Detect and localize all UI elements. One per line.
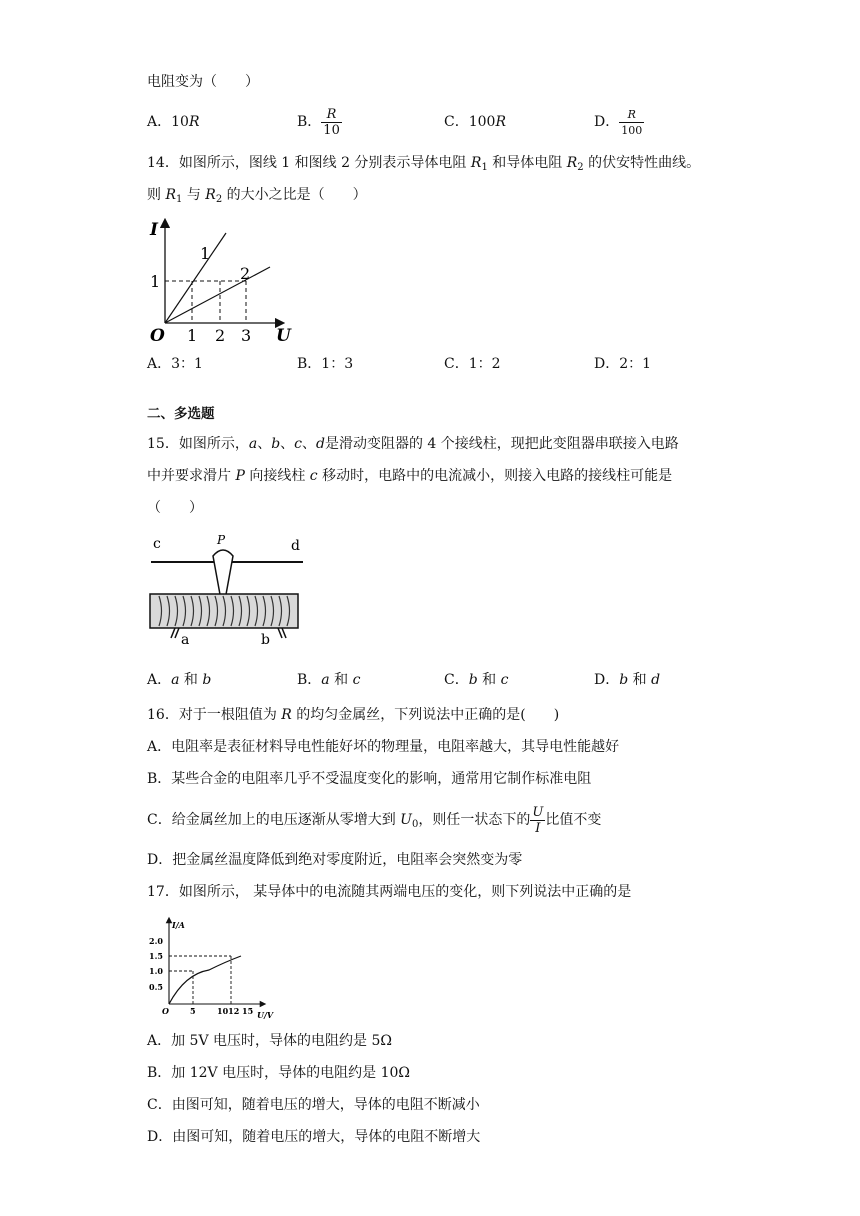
svg-text:5: 5 [190, 1006, 196, 1016]
q14-x-axis-label: U [276, 326, 291, 345]
q15-option-a: A．a 和 b [147, 672, 212, 688]
q15-stem-line2: 中并要求滑片 P 向接线柱 c 移动时，电路中的电流减小，则接入电路的接线柱可能是 [147, 468, 673, 484]
q15-stem-line3: （ ） [147, 500, 203, 516]
q14-origin-label: O [150, 326, 165, 345]
svg-text:1.0: 1.0 [149, 966, 163, 976]
q17-option-a: A．加 5V 电压时，导体的电阻约是 5Ω [147, 1033, 392, 1049]
q15-option-b: B．a 和 c [297, 672, 361, 688]
q16-option-c: C．给金属丝加上的电压逐渐从零增大到 $U_0$，则任一状态下的 $\frac{U}{I}$ 比值不变 [147, 804, 602, 836]
q14-stem-line2: 则 $R_1$ 与 $R_2$ 的大小之比是（ ） [147, 187, 367, 205]
q14-x-tick-2: 2 [215, 326, 226, 345]
svg-text:U/V: U/V [257, 1010, 274, 1020]
q13-option-c: C．100R [444, 114, 506, 130]
svg-text:2.0: 2.0 [149, 936, 163, 946]
svg-text:1.5: 1.5 [149, 951, 163, 961]
q14-y-tick: 1 [150, 272, 161, 291]
q14-option-a: A．3：1 [147, 356, 203, 372]
q13-stem-tail: 电阻变为（ ） [147, 74, 259, 90]
svg-text:a: a [181, 632, 190, 648]
q15-option-d: D．b 和 d [594, 672, 661, 688]
section-heading: 二、多选题 [147, 406, 215, 422]
q14-option-c: C．1：2 [444, 356, 501, 372]
svg-text:0.5: 0.5 [149, 982, 163, 992]
q14-option-b: B．1：3 [297, 356, 354, 372]
q14-x-tick-1: 1 [187, 326, 198, 345]
q17-stem: 17．如图所示， 某导体中的电流随其两端电压的变化，则下列说法中正确的是 [147, 884, 632, 900]
svg-text:b: b [261, 632, 270, 648]
q14-line-1-label: 1 [200, 244, 211, 263]
q17-iu-graph [145, 914, 280, 1020]
q16-option-d: D．把金属丝温度降低到绝对零度附近，电阻率会突然变为零 [147, 852, 523, 868]
svg-text:15: 15 [242, 1006, 254, 1016]
q16-stem: 16．对于一根阻值为 R 的均匀金属丝，下列说法中正确的是( ) [147, 707, 560, 723]
q15-stem-line1: 15．如图所示，a、b、c、d是滑动变阻器的 4 个接线柱，现把此变阻器串联接入电路 [147, 436, 679, 452]
q15-option-c: C．b 和 c [444, 672, 509, 688]
q14-stem-line1: 14．如图所示，图线 1 和图线 2 分别表示导体电阻 $R_1$ 和导体电阻 $R_2$ 的伏安特性曲线。 [147, 155, 701, 173]
svg-text:I/A: I/A [172, 920, 185, 930]
svg-text:O: O [162, 1006, 169, 1016]
q17-option-c: C．由图可知，随着电压的增大，导体的电阻不断减小 [147, 1097, 480, 1113]
q14-y-axis-label: I [150, 220, 158, 240]
q14-line-2-label: 2 [240, 264, 251, 283]
svg-text:c: c [153, 536, 161, 552]
q14-line-1 [165, 233, 226, 323]
q15-slider-p [213, 550, 233, 600]
q16-option-a: A．电阻率是表征材料导电性能好坏的物理量，电阻率越大，其导电性能越好 [147, 739, 620, 755]
q16-option-b: B．某些合金的电阻率几乎不受温度变化的影响，通常用它制作标准电阻 [147, 771, 592, 787]
q17-option-d: D．由图可知，随着电压的增大，导体的电阻不断增大 [147, 1129, 481, 1145]
q13-option-b: B． $\frac{R}{10}$ [297, 106, 340, 138]
q13-option-a: A．10R [147, 114, 200, 130]
q15-rheostat-figure [145, 528, 315, 648]
q14-option-d: D．2：1 [594, 356, 652, 372]
q17-option-b: B．加 12V 电压时，导体的电阻约是 10Ω [147, 1065, 410, 1081]
q17-curve [169, 956, 241, 1004]
q14-line-2 [165, 267, 270, 323]
q13-option-d: D． $\frac{R}{100}$ [594, 107, 643, 137]
svg-text:d: d [291, 538, 300, 554]
q14-iu-graph [140, 215, 300, 345]
svg-text:P: P [217, 533, 226, 547]
q14-x-tick-3: 3 [241, 326, 252, 345]
svg-text:1012: 1012 [217, 1006, 240, 1016]
